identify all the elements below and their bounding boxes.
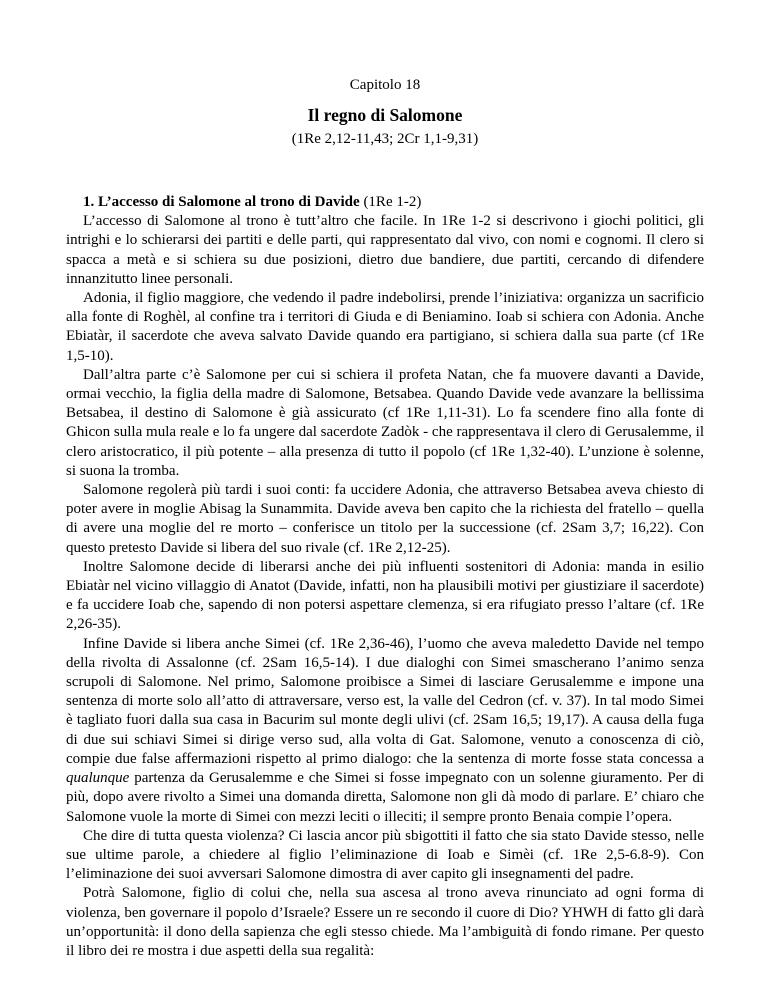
page-title: Il regno di Salomone xyxy=(307,105,463,125)
paragraph-simei-italic: qualunque xyxy=(66,770,130,787)
paragraph-simei-part2: partenza da Gerusalemme e che Simei si fosse impegnato con un solenne giuramento. Per di più, dopo avere rivolto a Simei una domanda diretta, Salomone non gli dà modo di parlare. E’ chiaro che Salomone vuole la morte di Simei con mezzi leciti o illeciti; il sempre pronto Benaia compie l’opera. xyxy=(66,770,704,825)
section-heading-text: 1. L’accesso di Salomone al trono di Davide xyxy=(83,194,360,210)
paragraph-simei-part1: Infine Davide si libera anche Simei (cf. 1Re 2,36-46), l’uomo che aveva maledetto Davide nel tempo della rivolta di Assalonne (cf. 2Sam 16,5-14). I due dialoghi con Simei smascherano l’animo senza scrupoli di Salomone. Nel primo, Salomone proibisce a Simei di lasciare Gerusalemme e impone una sentenza di morte solo all’atto di attraversare, verso est, la valle del Cedron (cf. v. 37). In tal modo Simei è tagliato fuori dalla sua casa in Bacurim sul monte degli ulivi (cf. 2Sam 16,5; 19,17). A causa della fuga di due sui schiavi Simei si dirige verso sud, alla volta di Gat. Salomone, venuto a conoscenza di ciò, compie due false affermazioni rispetto al primo dialogo: che la sentenza di morte fosse stata concessa a xyxy=(66,635,704,767)
paragraph-conclusion: Potrà Salomone, figlio di colui che, nella sua ascesa al trono aveva rinunciato ad ogni forma di violenza, ben governare il popolo d’Israele? Essere un re secondo il cuore di Dio? YHWH di fatto gli darà un’opportunità: il dono della sapienza che egli stesso chiede. Ma l’ambiguità di fondo rimane. Per questo il libro dei re mostra i due aspetti della sua regalità: xyxy=(66,885,704,959)
scripture-reference: (1Re 2,12-11,43; 2Cr 1,1-9,31) xyxy=(291,131,479,147)
section-heading xyxy=(66,193,704,212)
paragraph-natan-betsabea: Dall’altra parte c’è Salomone per cui si schiera il profeta Natan, che fa muovere davanti a Davide, ormai vecchio, la figlia della madre di Salomone, Betsabea. Quando Davide vede avanzare la bellissima Betsabea, il destino di Salomone è già assicurato (cf 1Re 1,11-31). Lo fa scendere fino alla fonte di Ghicon sulla mula reale e lo fa ungere dal sacerdote Zadòk - che rappresentava il clero di Gerusalemme, il clero aristocratico, il più potente – alla presenza di tutto il popolo (cf 1Re 1,32-40). L’unzione è solenne, si suona la tromba. xyxy=(66,366,704,479)
chapter-label: Capitolo 18 xyxy=(349,77,421,93)
paragraph-adonia: Adonia, il figlio maggiore, che vedendo il padre indebolirsi, prende l’iniziativa: organizza un sacrificio alla fonte di Roghèl, al confine tra i territori di Giuda e di Beniamino. Ioab si schiera con Adonia. Anche Ebiatàr, il sacerdote che aveva salvato Davide quando era partigiano, si schiera dalla sua parte (cf 1Re 1,5-10). xyxy=(66,290,704,364)
section-heading-ref: (1Re 1-2) xyxy=(359,194,422,210)
document-body xyxy=(66,193,704,961)
paragraph-simei xyxy=(66,635,704,827)
paragraph-violence: Che dire di tutta questa violenza? Ci lascia ancor più sbigottiti il fatto che sia stato Davide stesso, nelle sue ultime parole, a chiedere al figlio l’eliminazione di Ioab e Simèi (cf. 1Re 2,5-6.8-9). Con l’eliminazione dei suoi avversari Salomone dimostra di aver capito gli insegnamenti del padre. xyxy=(66,827,704,883)
page-header xyxy=(66,76,704,148)
paragraph-ebiatar-ioab: Inoltre Salomone decide di liberarsi anche dei più influenti sostenitori di Adonia: manda in esilio Ebiatàr nel vicino villaggio di Anatot (Davide, infatti, non ha plausibili motivi per giustiziare il sacerdote) e fa uccidere Ioab che, sapendo di non potersi aspettare clemenza, si era rifugiato presso l’altare (cf. 1Re 2,26-35). xyxy=(66,558,704,633)
paragraph-access-to-throne: L’accesso di Salomone al trono è tutt’altro che facile. In 1Re 1-2 si descrivono i giochi politici, gli intrighi e lo schierarsi dei partiti e delle parti, qui rappresentato dal vivo, con nomi e cognomi. Il clero si spacca a metà e si schiera su due posizioni, dietro due bandiere, due partiti, cercando di difendere innanzitutto linee personali. xyxy=(66,213,704,287)
paragraph-adonia-death: Salomone regolerà più tardi i suoi conti: fa uccidere Adonia, che attraverso Betsabea aveva chiesto di poter avere in moglie Abisag la Sunammita. Davide aveva ben capito che la richiesta del fratello – quella di avere una moglie del re morto – conferisce un titolo per la successione (cf. 2Sam 3,7; 16,22). Con questo pretesto Davide si libera del suo rivale (cf. 1Re 2,12-25). xyxy=(66,482,704,556)
